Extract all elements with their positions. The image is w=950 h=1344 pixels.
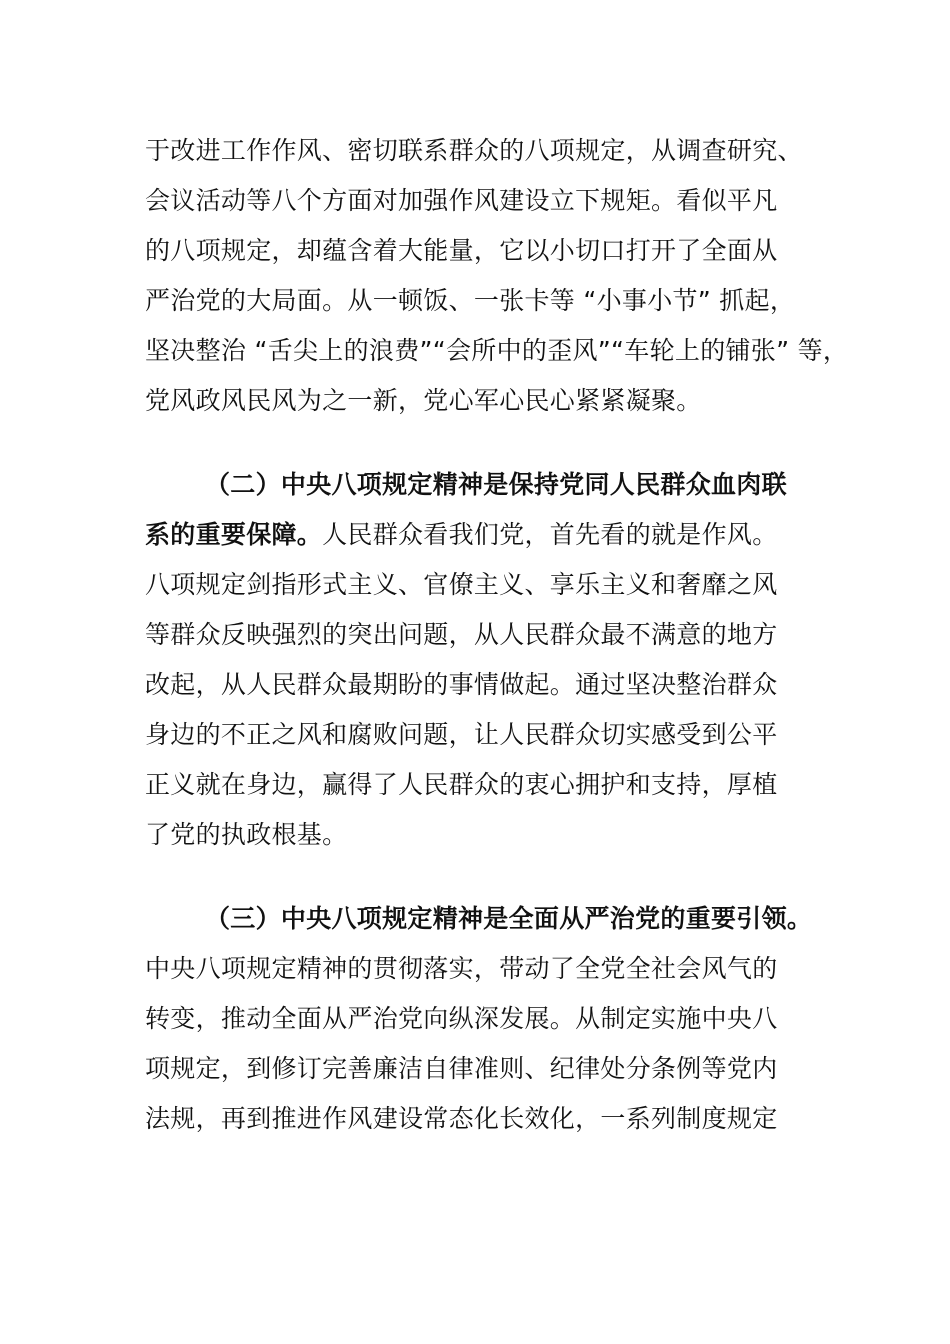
paragraph-3-heading: （三）中央八项规定精神是全面从严治党的重要引领。 [205,904,813,933]
paragraph-2-line-2-rest: 人民群众看我们党，首先看的就是作风。 [322,520,778,549]
paragraph-3-line-2: 中央八项规定精神的贯彻落实，带动了全党全社会风气的 [145,954,778,983]
paragraph-1-line-3: 的八项规定，却蕴含着大能量，它以小切口打开了全面从 [145,236,778,265]
paragraph-3-line-4: 项规定，到修订完善廉洁自律准则、纪律处分条例等党内 [145,1054,778,1083]
paragraph-1-line-4: 严治党的大局面。从一顿饭、一张卡等 “小事小节” 抓起， [145,286,796,315]
paragraph-2-line-3: 八项规定剑指形式主义、官僚主义、享乐主义和奢靡之风 [145,570,778,599]
paragraph-2-heading-line-2: 系的重要保障。 [145,520,323,549]
paragraph-1-line-2: 会议活动等八个方面对加强作风建设立下规矩。看似平凡 [145,186,778,215]
paragraph-3-line-5: 法规，再到推进作风建设常态化长效化，一系列制度规定 [145,1104,778,1133]
paragraph-1-line-6: 党风政风民风为之一新，党心军心民心紧紧凝聚。 [145,386,702,415]
paragraph-2-line-2 [145,518,778,552]
paragraph-1-line-5: 坚决整治 “舌尖上的浪费”“会所中的歪风”“车轮上的铺张” 等， [145,336,849,365]
paragraph-2-line-5: 改起，从人民群众最期盼的事情做起。通过坚决整治群众 [145,670,778,699]
paragraph-2-line-7: 正义就在身边，赢得了人民群众的衷心拥护和支持，厚植 [145,770,778,799]
paragraph-3-line-3: 转变，推动全面从严治党向纵深发展。从制定实施中央八 [145,1004,778,1033]
paragraph-2-line-6: 身边的不正之风和腐败问题，让人民群众切实感受到公平 [145,720,778,749]
paragraph-2-line-4: 等群众反映强烈的突出问题，从人民群众最不满意的地方 [145,620,778,649]
paragraph-2-heading-line-1: （二）中央八项规定精神是保持党同人民群众血肉联 [205,470,787,499]
paragraph-1-line-1: 于改进工作作风、密切联系群众的八项规定，从调查研究、 [145,136,803,165]
paragraph-2-line-8: 了党的执政根基。 [145,820,348,849]
